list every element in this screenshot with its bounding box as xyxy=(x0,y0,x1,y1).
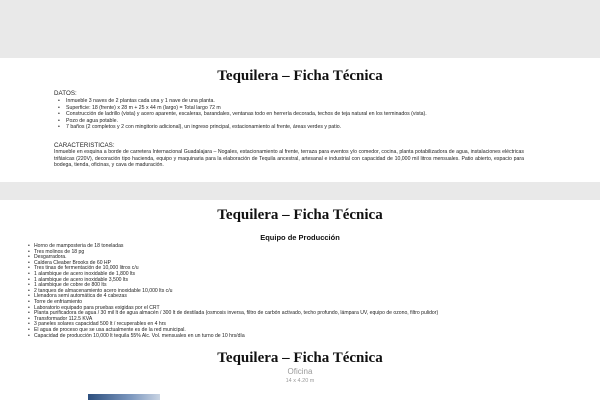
photo-caption-dimensions: 14 x 4.20 m xyxy=(285,378,315,384)
section-heading: Equipo de Producción xyxy=(260,233,340,242)
slide-1 xyxy=(0,58,600,182)
list-item: • El agua de proceso que se usa actualmente es de la red municipal. xyxy=(28,328,580,334)
datos-list xyxy=(58,98,526,131)
list-item: • Planta purificadora de agua / 30 mil lt de agua almacén / 300 lt de destilada (osmosis inversa, filtro de carbón activado, techo profundo, lámpara UV, equipo de ozono, filtro pulidor) xyxy=(28,311,580,317)
photo-caption: Oficina xyxy=(287,367,313,376)
list-item: • Horno de mamposteria de 18 toneladas xyxy=(28,244,580,250)
list-item: • 7 baños (2 completos y 2 con mingitorio adicional), un ingreso principal, estacionamiento al frente, áreas verdes y patio. xyxy=(58,124,526,131)
list-item: • Torre de enfriamiento xyxy=(28,300,580,306)
list-item: • Pozo de agua potable. xyxy=(58,118,526,125)
slide-title: Tequilera – Ficha Técnica xyxy=(217,68,383,84)
slide-title: Tequilera – Ficha Técnica xyxy=(217,350,383,366)
list-item: • 1 alambique de cobre de 800 lts xyxy=(28,283,580,289)
list-item: • Tres molinos de 18 pg xyxy=(28,250,580,256)
list-item: • Llenadora semi automática de 4 cabezas xyxy=(28,294,580,300)
list-item: • Laboratorio equipado para pruebas exigidas por el CRT xyxy=(28,306,580,312)
list-item: • 3 paneles solares capacidad 500 lt / recuperables en 4 hrs xyxy=(28,322,580,328)
list-item: • Caldera Cleaber Brooks de 60 HP xyxy=(28,261,580,267)
list-item: • Construcción de ladrillo (vista) y acero aparente, escaleras, barandales, ventanas todo en herrería decorada, techos de teja natural en los terminados (vista). xyxy=(58,111,526,118)
slide-2 xyxy=(0,200,600,342)
list-item: • Capacidad de producción 10,000 lt tequila 55% Alc. Vol. mensuales en un turno de 10 hrs/día xyxy=(28,334,580,340)
list-item: • 1 alambique de acero inoxidable de 1,800 lts xyxy=(28,272,580,278)
slide-title: Tequilera – Ficha Técnica xyxy=(217,207,383,223)
list-item: • Inmueble 3 naves de 2 plantas cada una y 1 nave de una planta. xyxy=(58,98,526,105)
caracteristicas-label: CARACTERISTICAS: xyxy=(54,142,115,149)
list-item: • Superficie: 18 (frente) x 28 m + 25 x 44 m (largo) = Total largo 72 m xyxy=(58,105,526,112)
slide-3 xyxy=(0,342,600,400)
list-item: • 2 tanques de almacenamiento acero inoxidable 10,000 lts c/u xyxy=(28,289,580,295)
list-item: • 1 alambique de acero inoxidable 3,500 lts xyxy=(28,278,580,284)
office-photo xyxy=(88,394,160,400)
datos-label: DATOS: xyxy=(54,90,77,97)
caracteristicas-text: Inmueble en esquina a borde de carretera Internacional Guadalajara – Nogales, estacionamiento al frente, terraza para eventos y/o comedor, cocina, planta potabilizadora de agua, instalaciones eléctricas trifásicas (220V), decoración tipo hacienda, equipo y maquinaria para la elaboración de Tequila ancestral, artesanal e industrial con capacidad de 10,000 mil litros mensuales. Patio abierto, espacio para bodega, tienda, oficinas, y cava de maduración. xyxy=(54,149,524,169)
equipment-list xyxy=(28,244,580,339)
list-item: • Desgarradora. xyxy=(28,255,580,261)
list-item: • Tres tinas de fermentación de 10,000 litros c/u xyxy=(28,266,580,272)
list-item: • Transformador 112.5 KVA xyxy=(28,317,580,323)
